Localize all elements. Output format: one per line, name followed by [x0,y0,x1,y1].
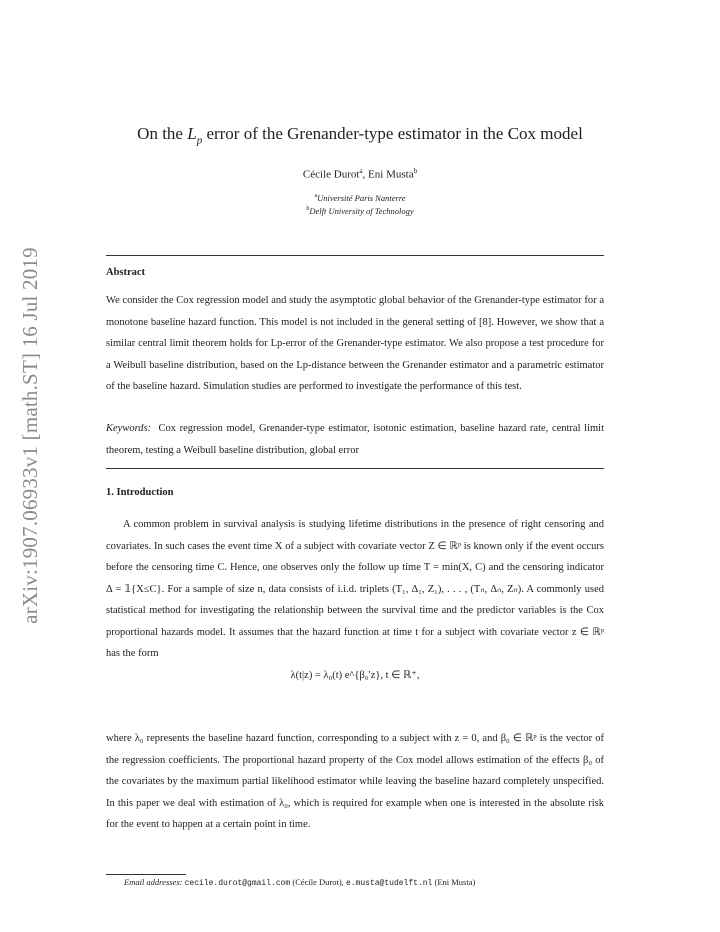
intro-paragraph-2: where λ₀ represents the baseline hazard function, corresponding to a subject with z = 0, and β₀ ∈ ℝᵖ is the vector of the regression coefficients. The proportional hazard property of the Cox model allows estimation of the effects β₀ of the covariates by the maximum partial likelihood estimator while leaving the baseline hazard completely unspecified. In this paper we deal with estimation of λ₀, which is required for example when one is interested in the absolute risk for the event to happen at a certain point in time. [106,733,604,830]
email-link-musta[interactable]: e.musta@tudelft.nl [345,879,433,888]
footnote-name-2: (Eni Musta) [434,877,476,887]
affiliation-a [60,191,660,204]
keywords-text: Cox regression model, Grenander-type estimator, isotonic estimation, baseline hazard rate, central limit theorem, testing a Weibull baseline distribution, global error [106,423,605,456]
affiliation-a-name: Université Paris Nanterre [317,192,406,203]
paper-title [60,124,660,146]
abstract-body: We consider the Cox regression model and study the asymptotic global behavior of the Grenander-type estimator for a monotone baseline hazard function. This model is not included in the general setting of [8]. However, we show that a similar central limit theorem holds for Lp-error of the Grenander-type estimator. We also propose a test procedure for a Weibull baseline distribution, based on the Lp-distance between the Grenander estimator and a parametric estimator of the baseline hazard. Simulation studies are performed to investigate the performance of this test. [106,295,604,392]
author-1-mark: a [359,167,363,175]
abstract-heading: Abstract [106,267,146,278]
authors [60,167,660,181]
affiliations [60,191,660,217]
title-L: L [187,124,197,143]
hazard-equation: λ(t|z) = λ₀(t) e^{β₀′z}, t ∈ ℝ⁺, [290,670,420,681]
email-link-durot[interactable]: cecile.durot@gmail.com [184,879,291,888]
abstract-bottom-rule [106,468,604,469]
arxiv-stamp-text: arXiv:1907.06933v1 [math.ST] 16 Jul 2019 [17,246,42,624]
affiliation-a-mark: a [314,193,318,199]
arxiv-stamp [10,220,50,650]
author-separator: , [362,168,369,181]
intro-paragraph-1: A common problem in survival analysis is studying lifetime distributions in the presence of right censoring and covariates. In such cases the event time X of a subject with covariate vector Z ∈ ℝᵖ is known only if the event occurs before the censoring time C. Hence, one observes only the follow up time T = min(X, C) and the censoring indicator Δ = 𝟙{X≤C}. For a sample of size n, data consists of i.i.d. triplets (T₁, Δ₁, Z₁), . . . , (Tₙ, Δₙ, Zₙ). A commonly used statistical method for investigating the relationship between the survival time and the predictor variables is the Cox proportional hazards model. It assumes that the hazard function at time t for a subject with covariate vector z ∈ ℝᵖ has the form [106,519,604,659]
title-prefix: On the [137,124,188,143]
author-2: Eni Musta [368,168,414,181]
affiliation-b [60,204,660,217]
footnote-name-1: (Cécile Durot), [292,877,344,887]
footnote-rule [106,874,186,875]
author-1: Cécile Durot [302,168,360,181]
keywords [106,418,604,461]
keywords-label: Keywords: [106,423,152,434]
affiliation-b-name: Delft University of Technology [309,205,414,216]
title-p: p [196,134,203,147]
author-2-mark: b [413,167,418,175]
title-suffix: error of the Grenander-type estimator in the Cox model [202,124,583,143]
abstract-top-rule [106,255,604,256]
footnote-emails [124,877,624,888]
affiliation-b-mark: b [306,205,310,212]
footnote-label: Email addresses: [124,877,183,887]
section-heading-introduction: 1. Introduction [106,487,174,498]
